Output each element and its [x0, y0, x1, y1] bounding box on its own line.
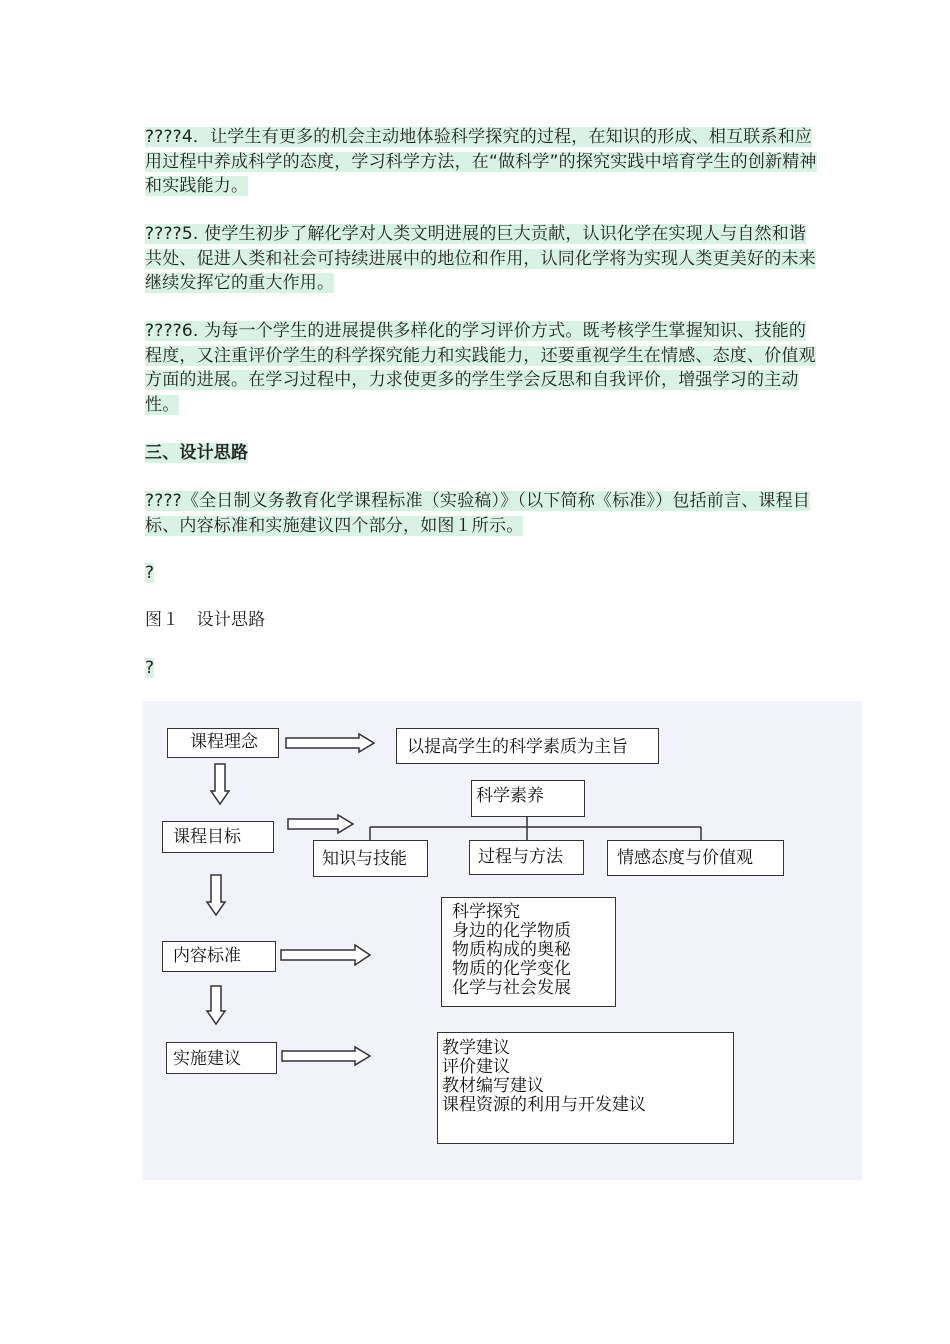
implementation-item-4: 课程资源的利用与开发建议	[442, 1095, 646, 1115]
content-item-5: 化学与社会发展	[452, 978, 571, 998]
paragraph-6	[145, 319, 817, 417]
content-item-4: 物质的化学变化	[452, 959, 571, 979]
design-diagram	[143, 701, 862, 1180]
course-concept-box	[167, 728, 279, 758]
paragraph-4	[145, 125, 817, 199]
question-mark-1	[145, 561, 817, 586]
question-mark-2	[145, 656, 817, 681]
goal-item-label-2: 过程与方法	[478, 847, 563, 867]
right-arrow-icon	[281, 945, 370, 965]
figure-caption-text: 图１ 设计思路	[145, 610, 266, 630]
scientific-literacy-box	[471, 780, 585, 817]
implementation-items-box	[437, 1032, 734, 1144]
content-items-box	[441, 897, 616, 1007]
right-arrow-icon	[282, 1047, 370, 1065]
paragraph-6-text: ????6. 为每一个学生的进展提供多样化的学习评价方式。既考核学生掌握知识、技能的程度，又注重评价学生的科学探究能力和实践能力，还要重视学生在情感、态度、价值观方面的进展。在学习过程中，力求使更多的学生学会反思和自我评价，增强学习的主动性。	[145, 321, 816, 415]
goal-item-label-3: 情感态度与价值观	[617, 848, 753, 868]
figure-caption	[145, 608, 817, 633]
down-arrow-icon	[207, 875, 225, 915]
scientific-literacy-label: 科学素养	[476, 786, 544, 806]
course-goal-box	[162, 821, 274, 853]
implementation-item-3: 教材编写建议	[442, 1076, 544, 1096]
down-arrow-icon	[207, 986, 225, 1024]
right-arrow-icon	[286, 734, 374, 752]
down-arrow-icon	[211, 764, 229, 804]
question-mark-2-text: ?	[145, 658, 155, 678]
section-heading	[145, 441, 817, 466]
content-item-1: 科学探究	[452, 902, 520, 922]
concept-target-box	[396, 728, 659, 764]
paragraph-5-text: ????5. 使学生初步了解化学对人类文明进展的巨大贡献，认识化学在实现人与自然和谐共处、促进人类和社会可持续进展中的地位和作用，认同化学将为实现人类更美好的未来继续发挥它的重大作用。	[145, 224, 816, 293]
section-heading-text: 三、设计思路	[145, 443, 249, 463]
goal-item-label-1: 知识与技能	[322, 849, 407, 869]
course-concept-label: 课程理念	[190, 732, 258, 752]
paragraph-4-text: ????4．让学生有更多的机会主动地体验科学探究的过程，在知识的形成、相互联系和应用过程中养成科学的态度，学习科学方法，在“做科学”的探究实践中培育学生的创新精神和实践能力。	[145, 127, 817, 196]
content-items-list	[442, 898, 615, 1003]
course-goal-label: 课程目标	[173, 827, 241, 847]
content-standard-box	[162, 941, 276, 972]
implementation-item-2: 评价建议	[442, 1057, 510, 1077]
concept-target-label: 以提高学生的科学素质为主旨	[407, 737, 628, 757]
content-standard-label: 内容标准	[173, 946, 241, 966]
goal-item-box-1	[313, 840, 428, 877]
implementation-item-1: 教学建议	[442, 1038, 510, 1058]
paragraph-7-text: ????《全日制义务教育化学课程标准（实验稿）》（以下简称《标准》）包括前言、课程目标、内容标准和实施建议四个部分，如图１所示。	[145, 491, 810, 536]
implementation-label: 实施建议	[173, 1049, 241, 1069]
implementation-box	[166, 1042, 277, 1074]
implementation-items-list	[438, 1033, 733, 1121]
paragraph-5	[145, 222, 817, 296]
question-mark-1-text: ?	[145, 563, 155, 583]
goal-item-box-2	[469, 840, 584, 875]
content-item-3: 物质构成的奥秘	[452, 940, 571, 960]
content-item-2: 身边的化学物质	[452, 921, 571, 941]
right-arrow-icon	[288, 815, 353, 833]
paragraph-7	[145, 489, 817, 538]
goal-item-box-3	[607, 840, 784, 876]
